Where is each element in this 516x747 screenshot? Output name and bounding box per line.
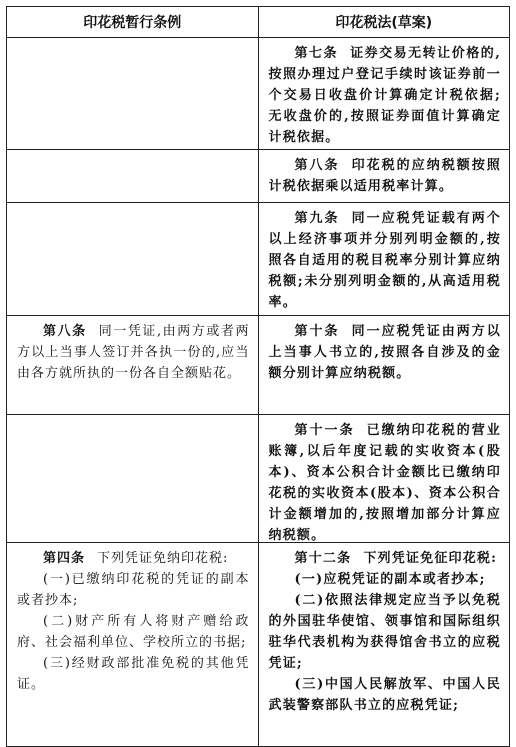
provision-text: 第十条 同一应税凭证由两方以上当事人书立的,按照各自涉及的金额分别计算应纳税额。 bbox=[268, 324, 501, 381]
article-number: 第十条 bbox=[294, 324, 340, 339]
provision-text: 第七条 证券交易无转让价格的,按照办理过户登记手续时该证券前一个交易日收盘价计算确定计税依据;无收盘价的,按照证券面值计算确定计税依据。 bbox=[268, 46, 501, 145]
left-cell-empty bbox=[7, 38, 259, 149]
right-cell bbox=[259, 203, 510, 315]
provision-item: (一)已缴纳印花税的凭证的副本或者抄本; bbox=[17, 572, 250, 608]
table-row bbox=[7, 316, 509, 415]
table-row bbox=[7, 150, 509, 203]
provision-text: 第九条 同一应税凭证载有两个以上经济事项并分别列明金额的,按照各自适用的税目税率分别计算应纳税额;未分别列明金额的,从高适用税率。 bbox=[268, 211, 501, 310]
provision-text: 第八条 印花税的应纳税额按照计税依据乘以适用税率计算。 bbox=[268, 158, 501, 194]
right-cell bbox=[259, 543, 510, 746]
right-cell bbox=[259, 316, 510, 414]
article-number: 第八条 bbox=[294, 158, 340, 173]
table-row bbox=[7, 543, 509, 746]
provision-item: (一)应税凭证的副本或者抄本; bbox=[294, 572, 486, 587]
right-cell bbox=[259, 150, 510, 202]
provision-text: 第八条 同一凭证,由两方或者两方以上当事人签订并各执一份的,应当由各方就所执的一份各自全额贴花。 bbox=[17, 324, 250, 381]
table-row bbox=[7, 203, 509, 316]
comparison-table bbox=[6, 6, 510, 747]
left-cell bbox=[7, 543, 259, 746]
provision-item: (三)经财政部批准免税的其他凭证。 bbox=[17, 656, 250, 692]
left-cell bbox=[7, 316, 259, 414]
article-number: 第十二条 bbox=[294, 551, 352, 566]
right-cell bbox=[259, 415, 510, 542]
article-number: 第八条 bbox=[43, 324, 87, 339]
article-number: 第九条 bbox=[294, 211, 340, 226]
article-number: 第十一条 bbox=[294, 423, 355, 438]
right-cell bbox=[259, 38, 510, 149]
provision-item: (二)依照法律规定应当予以免税的外国驻华使馆、领事馆和国际组织驻华代表机构为获得馆舍书立的应税凭证; bbox=[268, 593, 501, 671]
provision-text: 第十二条 下列凭证免征印花税: bbox=[294, 551, 498, 566]
table-row bbox=[7, 38, 509, 150]
left-cell-empty bbox=[7, 415, 259, 542]
provision-item: (三)中国人民解放军、中国人民武装警察部队书立的应税凭证; bbox=[268, 677, 501, 713]
provision-item: (二)财产所有人将财产赠给政府、社会福利单位、学校所立的书据; bbox=[17, 614, 250, 650]
header-right: 印花税法(草案) bbox=[335, 15, 433, 31]
header-left: 印花税暂行条例 bbox=[7, 7, 259, 37]
provision-text: 第十一条 已缴纳印花税的营业账簿,以后年度记载的实收资本(股本)、资本公积合计金额比已缴纳印花税的实收资本(股本)、资本公积合计金额增加的,按照增加部分计算应纳税额。 bbox=[268, 423, 501, 543]
provision-text: 第四条 下列凭证免纳印花税: bbox=[43, 551, 229, 566]
article-number: 第七条 bbox=[294, 46, 339, 61]
left-cell-empty bbox=[7, 150, 259, 202]
article-number: 第四条 bbox=[43, 551, 86, 566]
table-row bbox=[7, 415, 509, 543]
table-header bbox=[7, 7, 509, 38]
left-cell-empty bbox=[7, 203, 259, 315]
